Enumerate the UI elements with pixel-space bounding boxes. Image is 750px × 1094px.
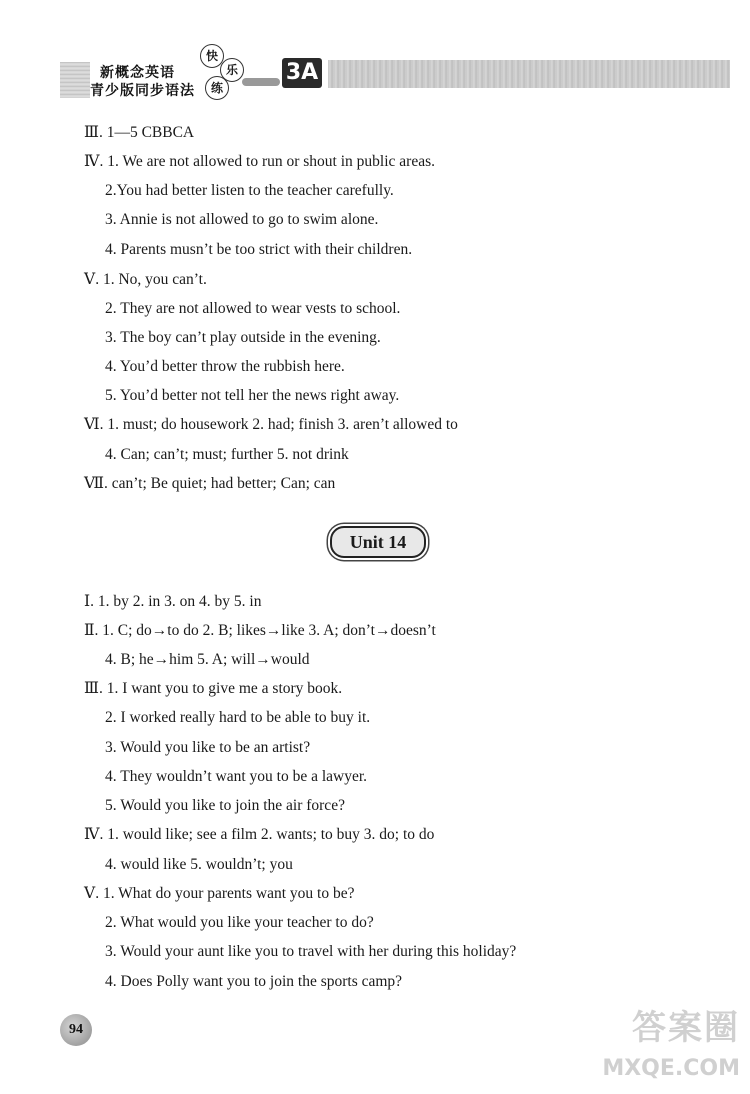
answer-line: 4. would like 5. wouldn’t; you [105,856,293,873]
header-circle-char-3: 练 [205,76,229,100]
answer-line: Ⅳ. 1. would like; see a film 2. wants; to buy 3. do; to do [84,826,435,843]
header-circle-char-1: 快 [200,44,224,68]
answer-line: 4. Parents musn’t be too strict with their children. [105,241,413,258]
book-title-line2: 青少版同步语法 [90,83,195,99]
answer-line: 2.You had better listen to the teacher carefully. [105,182,394,199]
answer-line: 5. Would you like to join the air force? [105,797,345,814]
answer-line: Ⅳ. 1. We are not allowed to run or shout in public areas. [84,153,435,170]
book-title-line1: 新概念英语 [100,65,175,81]
level-badge: 3A [282,58,322,88]
answer-line: Ⅰ. 1. by 2. in 3. on 4. by 5. in [84,593,262,610]
answer-line: 4. You’d better throw the rubbish here. [105,358,345,375]
answer-line: 2. What would you like your teacher to do? [105,914,374,931]
header-bar [328,60,730,88]
page-number: 94 [60,1014,92,1046]
header-left-decoration [60,62,90,98]
header-decoration-icon [242,78,280,86]
answer-line: Ⅲ. 1—5 CBBCA [84,124,195,141]
page-header [60,48,740,104]
answer-line: 3. Annie is not allowed to go to swim alone. [105,211,379,228]
answer-line: Ⅴ. 1. What do your parents want you to be? [84,885,355,902]
answer-line: Ⅵ. 1. must; do housework 2. had; finish 3. aren’t allowed to [84,416,458,433]
answer-line: 4. B; he→him 5. A; will→would [105,651,310,668]
watermark [570,1000,740,1088]
answer-line: Ⅲ. 1. I want you to give me a story book. [84,680,343,697]
answer-line: 3. Would your aunt like you to travel with her during this holiday? [105,943,517,960]
answer-line: Ⅱ. 1. C; do→to do 2. B; likes→like 3. A; don’t→doesn’t [84,622,436,639]
answer-line: 4. Does Polly want you to join the sports camp? [105,973,403,990]
watermark-text: 答案圈 [632,1008,740,1048]
answer-line: 3. Would you like to be an artist? [105,739,311,756]
answer-line: Ⅴ. 1. No, you can’t. [84,271,207,288]
answer-line: 4. Can; can’t; must; further 5. not drink [105,446,349,463]
unit-title: Unit 14 [330,526,426,558]
watermark-url: MXQE.COM [602,1056,740,1081]
header-circle-char-2: 乐 [220,58,244,82]
answer-line: 5. You’d better not tell her the news right away. [105,387,400,404]
answer-line: 2. I worked really hard to be able to buy it. [105,709,371,726]
answer-line: 4. They wouldn’t want you to be a lawyer. [105,768,368,785]
answer-line: 2. They are not allowed to wear vests to school. [105,300,401,317]
answer-line: Ⅶ. can’t; Be quiet; had better; Can; can [84,475,336,492]
answer-line: 3. The boy can’t play outside in the evening. [105,329,381,346]
